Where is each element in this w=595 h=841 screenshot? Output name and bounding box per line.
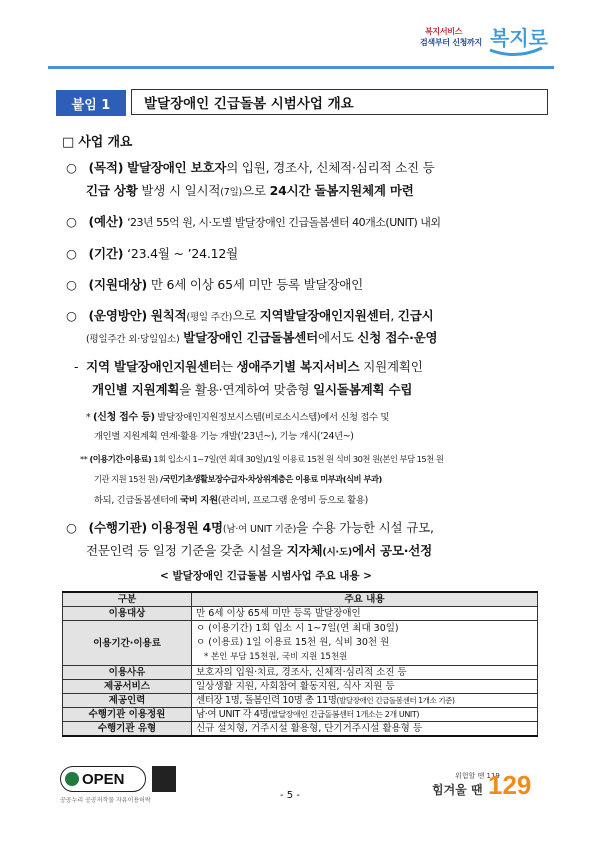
row-value — [192, 708, 538, 722]
agency-t1: 을 수용 가능한 시설 규모, — [296, 520, 434, 535]
open-sub: 공공누리 공공저작물 자유이용허락 — [60, 797, 151, 804]
row-label: 수행기관 유형 — [63, 722, 192, 737]
page-number: - 5 - — [280, 790, 300, 801]
bullet: ○ — [66, 214, 77, 229]
target-item — [66, 275, 363, 293]
row-value — [192, 621, 538, 666]
brand-logo: 복지로 — [490, 26, 548, 50]
agency-b3: (시·도) — [322, 547, 353, 558]
header-line1: 복지서비스 — [425, 27, 463, 36]
hotline-big: 힘겨울 땐 — [432, 783, 483, 797]
purpose-b1: 발달장애인 보호자 — [127, 160, 227, 175]
sub-b4: 일시돌봄계획 수립 — [313, 382, 413, 397]
bullet: ○ — [66, 308, 77, 323]
sub-b3: 개인별 지원계획 — [92, 382, 180, 397]
budget-label: (예산) — [88, 214, 124, 229]
purpose-item-line2 — [86, 181, 414, 199]
row-label: 이용기간·이용료 — [63, 621, 192, 666]
table-row — [63, 708, 538, 722]
row-label: 이용대상 — [63, 607, 192, 621]
table-row — [63, 680, 538, 694]
row-label: 수행기관 이용정원 — [63, 708, 192, 722]
note2-line2a: 기관 지원 15천 원) — [94, 474, 160, 484]
sub-item-line2 — [92, 380, 412, 398]
sub-t1: 는 — [220, 359, 237, 374]
dash: - — [74, 359, 79, 374]
bullet: ○ — [66, 520, 77, 535]
target-label: (지원대상) — [88, 277, 148, 292]
note2-line3c: (관리비, 프로그램 운영비 등으로 활용) — [217, 495, 368, 506]
budget-text: ‘23년 55억 원, 시·도별 발달장애인 긴급돌봄센터 40개소(UNIT) 내외 — [127, 216, 441, 229]
row-value-line: ㅇ (이용기간) 1회 입소 시 1~7일(연 최대 30일) — [196, 623, 399, 634]
row-value-main: 센터장 1명, 돌봄인력 10명 총 11명 — [196, 695, 337, 706]
hotline-small: 위험할 땐 119 — [455, 772, 500, 780]
method-b2: 지역발달장애인지원센터 — [259, 308, 391, 323]
bullet: ○ — [66, 277, 77, 292]
hotline-number: 129 — [488, 770, 532, 800]
summary-table — [62, 591, 538, 737]
sub-t2: 지원계획인 — [359, 359, 423, 374]
purpose-t3: 으로 — [242, 183, 270, 198]
purpose-t2s: (7일) — [220, 187, 243, 198]
agency-item-line2 — [86, 541, 432, 559]
target-text: 만 6세 이상 65세 미만 등록 발달장애인 — [150, 277, 363, 292]
row-value-sub: (발달장애인 긴급돌봄센터 1개소는 2개 UNIT) — [268, 710, 420, 719]
open-label: OPEN — [82, 770, 125, 788]
section-heading: □ 사업 개요 — [62, 135, 133, 150]
row-value-main: 남·여 UNIT 각 4명 — [196, 709, 269, 720]
row-value-sub: (발달장애인 긴급돌봄센터 1개소 기준) — [336, 696, 455, 705]
note2-line1: 1회 입소시 1~7일(연 최대 30일)/1일 이용료 15천 원 식비 30천 원(본인 부담 15천 원 — [151, 454, 444, 464]
period-label: (기간) — [88, 246, 124, 261]
row-value: 보호자의 입원·치료, 경조사, 신체적·심리적 소진 등 — [192, 666, 538, 680]
note2-mark: ** — [80, 454, 88, 464]
note2-label: (이용기간·이용료) — [89, 454, 152, 464]
purpose-label: (목적) — [88, 160, 124, 175]
agency-b1: 이용정원 4명 — [150, 520, 223, 535]
bullet: ○ — [66, 160, 77, 175]
license-type-icon — [152, 766, 176, 792]
note1 — [86, 408, 389, 423]
purpose-t1: 의 입원, 경조사, 신체적·심리적 소진 등 — [226, 160, 435, 175]
method-label: (운영방안) — [88, 308, 148, 323]
agency-item — [66, 518, 434, 536]
row-value: 일상생활 지원, 사회참여 활동지원, 식사 지원 등 — [192, 680, 538, 694]
method-item-line2 — [86, 328, 437, 346]
note1-line1: 발달장애인지원정보시스템(비로소시스템)에서 신청 접수 및 — [154, 412, 390, 423]
period-text: ‘23.4월 ~ ’24.12월 — [127, 246, 238, 261]
agency-label: (수행기관) — [88, 520, 148, 535]
sub-item — [74, 357, 423, 375]
page-title: 발달장애인 긴급돌봄 시범사업 개요 — [131, 89, 548, 115]
attachment-badge: 붙임 1 — [56, 90, 126, 116]
table-caption: < 발달장애인 긴급돌봄 시범사업 주요 내용 > — [160, 570, 372, 582]
note1-line2: 개인별 지원계획 연계·활용 기능 개발(‘23년~), 기능 개시(’24년~) — [94, 431, 354, 442]
method-t2: , — [390, 308, 398, 323]
bullet: ○ — [66, 246, 77, 261]
method-s1: (평일 주간) — [186, 312, 233, 323]
agency-b2: 지자체 — [286, 543, 323, 558]
method-t1: 으로 — [232, 308, 260, 323]
method-b5: 신청 접수·운영 — [357, 330, 438, 345]
purpose-b3: 24시간 돌봄지원체계 마련 — [269, 183, 414, 198]
method-b4: 발달장애인 긴급돌봄센터 — [183, 330, 319, 345]
agency-t2: 전문인력 등 일정 기준을 갖춘 시설을 — [86, 543, 287, 558]
purpose-t2: 발생 시 일시적 — [137, 183, 221, 198]
row-label: 이용사유 — [63, 666, 192, 680]
table-header: 주요 내용 — [192, 592, 538, 607]
row-value: 만 6세 이상 65세 미만 등록 발달장애인 — [192, 607, 538, 621]
note2-line2b: /국민기초생활보장수급자·차상위계층은 이용료 미부과(식비 부과) — [159, 474, 382, 484]
note2 — [80, 453, 443, 465]
budget-item — [66, 212, 441, 230]
open-circle-icon — [65, 772, 79, 786]
row-label: 제공인력 — [63, 694, 192, 708]
sub-b2: 생애주기별 복지서비스 — [236, 359, 360, 374]
period-item — [66, 244, 238, 262]
agency-b4: 에서 공모·선정 — [352, 543, 433, 558]
row-value — [192, 694, 538, 708]
purpose-b2: 긴급 상황 — [86, 183, 138, 198]
note2-line3b: 국비 지원 — [180, 495, 218, 506]
note1-label: (신청 접수 등) — [93, 412, 155, 423]
note2-line2 — [94, 473, 382, 485]
table-row — [63, 722, 538, 737]
sub-t3: 을 활용·연계하여 맞춤형 — [179, 382, 314, 397]
row-value: 신규 설치형, 거주시설 활용형, 단기거주시설 활용형 등 — [192, 722, 538, 737]
table-row — [63, 666, 538, 680]
note2-line3a: 하되, 긴급돌봄센터에 — [94, 495, 181, 506]
header-line2: 검색부터 신청까지 — [420, 38, 482, 47]
method-item — [66, 306, 434, 324]
table-row — [63, 694, 538, 708]
table-header-row — [63, 592, 538, 607]
sub-b1: 지역 발달장애인지원센터 — [86, 359, 221, 374]
method-b3: 긴급시 — [397, 308, 434, 323]
header-rule — [48, 66, 554, 69]
open-license-logo — [60, 766, 186, 804]
method-b1: 원칙적 — [150, 308, 187, 323]
table-row — [63, 621, 538, 666]
row-value-note: * 본인 부담 15천원, 국비 지원 15천원 — [204, 652, 348, 662]
note2-line3 — [94, 492, 368, 506]
purpose-item — [66, 158, 435, 176]
note1-mark: * — [86, 412, 91, 423]
agency-s1: (남·여 UNIT 기준) — [222, 524, 297, 535]
method-s2: (평일주간 외·당일입소) — [86, 334, 180, 345]
table-header: 구분 — [63, 592, 192, 607]
brand-swoosh-icon — [488, 46, 544, 58]
row-label: 제공서비스 — [63, 680, 192, 694]
method-t3: 에서도 — [318, 330, 358, 345]
table-row — [63, 607, 538, 621]
row-value-line: ㅇ (이용료) 1일 이용료 15천 원, 식비 30천 원 — [196, 637, 390, 648]
